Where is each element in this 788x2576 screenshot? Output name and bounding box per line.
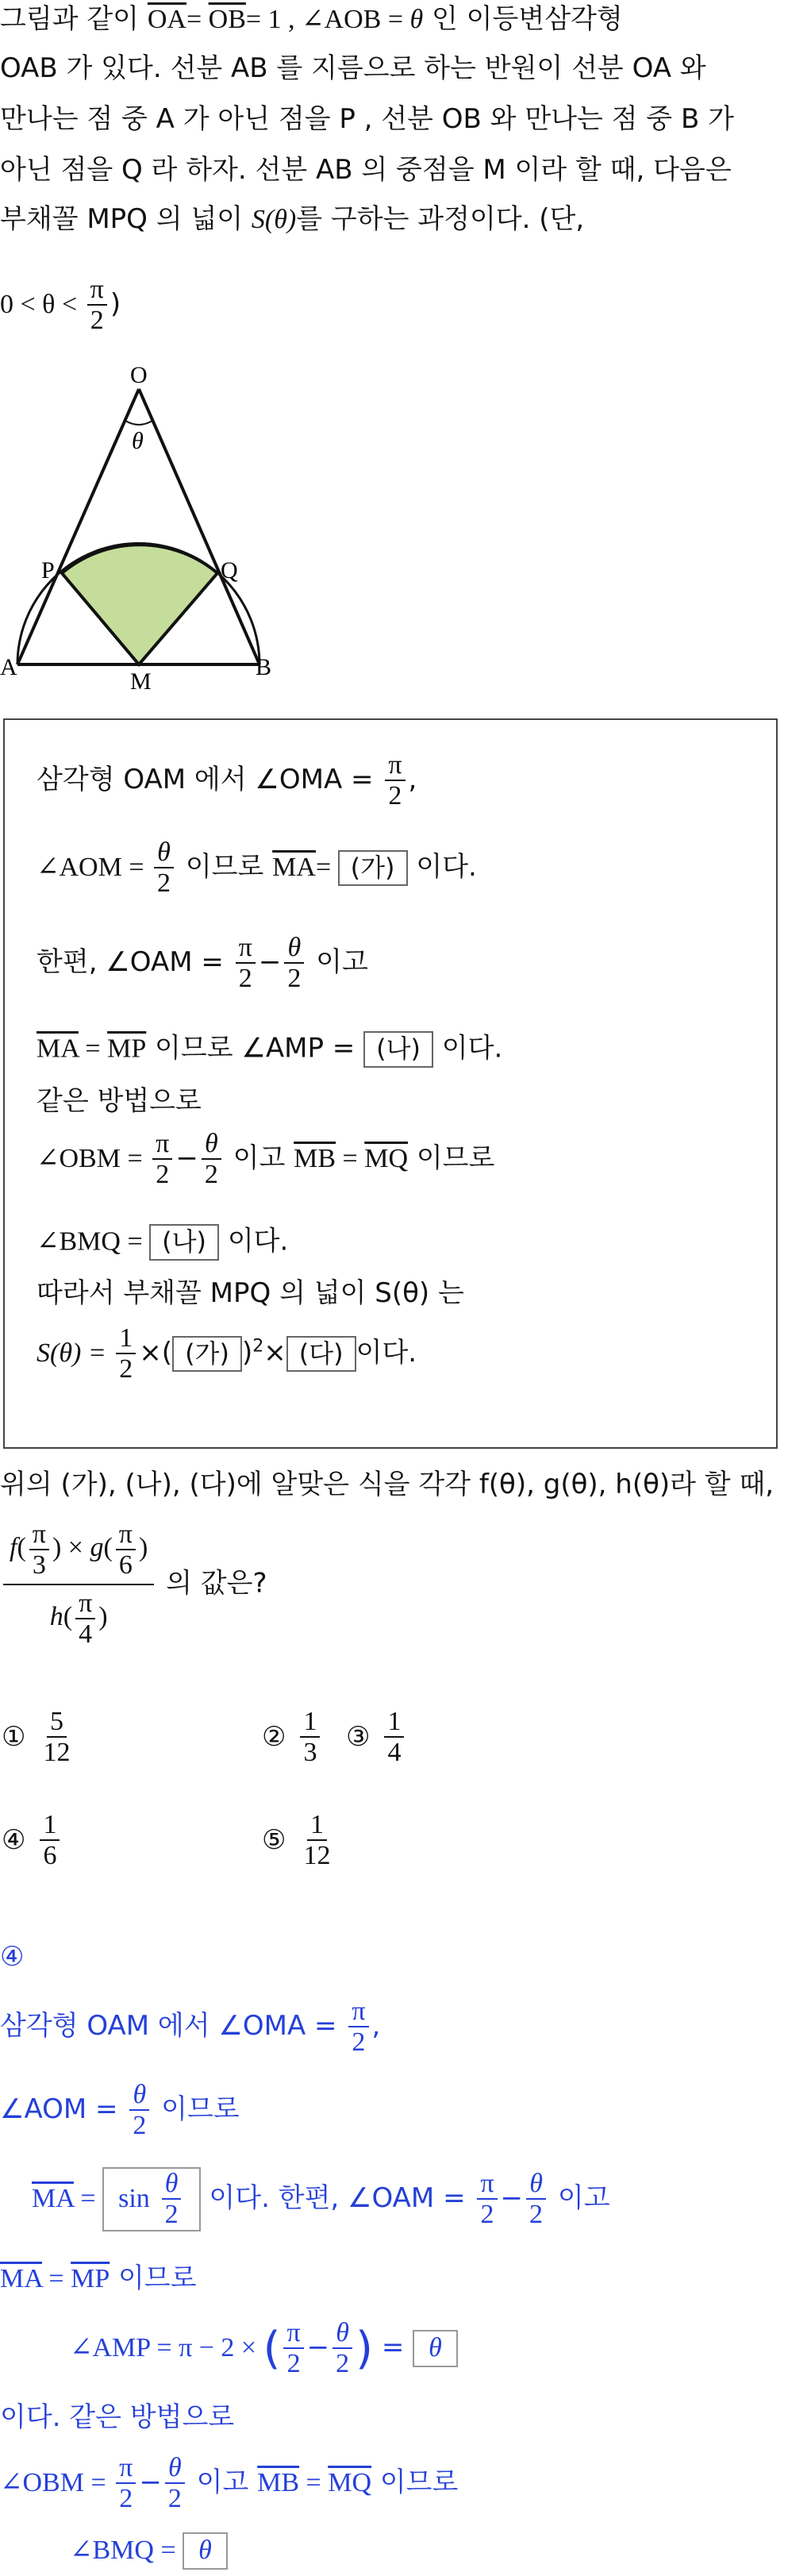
problem-line-2: OAB 가 있다. 선분 AB 를 지름으로 하는 반원이 선분 OA 와 xyxy=(0,52,706,84)
solution-line-2: ∠AOM = $\frac{\theta}{2}$ 이므로 xyxy=(0,2080,240,2141)
answer-box-na-2: θ xyxy=(183,2532,228,2570)
choice-1[interactable]: ① $\frac{5}{12}$ xyxy=(2,1707,71,1768)
label-theta: θ xyxy=(132,428,144,454)
proof-line-4: $\overline{MA} = \overline{MP}$ 이므로 ∠AMP = (나) 이다. xyxy=(37,1031,502,1068)
proof-line-1: 삼각형 OAM 에서 ∠OMA = $\frac{\pi}{2}$ , xyxy=(37,750,417,811)
label-q: Q xyxy=(221,557,238,583)
problem-line-5: 부채꼴 MPQ 의 넓이 S(θ)를 구하는 과정이다. (단, xyxy=(0,203,585,235)
blank-ga-2: (가) xyxy=(172,1336,242,1373)
solution-line-3: $\overline{MA} = \sin$ $\frac{\theta}{2}$ 이다. 한편, ∠OAM = $\frac{\pi}{2}$ − $\frac{\theta}{2}$ 이고 xyxy=(32,2167,610,2231)
proof-line-7: ∠BMQ = (나) 이다. xyxy=(37,1224,288,1261)
choice-5[interactable]: ⑤ $\frac{1}{12}$ xyxy=(262,1810,331,1871)
label-p: P xyxy=(41,557,55,583)
blank-na: (나) xyxy=(363,1031,433,1068)
choice-4[interactable]: ④ $\frac{1}{6}$ xyxy=(2,1810,63,1871)
solution-line-8: ∠BMQ = θ xyxy=(70,2532,228,2570)
proof-line-3: 한편, ∠OAM = $\frac{\pi}{2}$ − $\frac{\theta}{2}$ 이고 xyxy=(37,933,368,994)
problem-condition: 0 < θ < $\frac{\pi}{2}$ ) xyxy=(0,275,121,336)
problem-line-3: 만나는 점 중 A 가 아닌 점을 P , 선분 OB 와 만나는 점 중 B 가 xyxy=(0,103,734,135)
blank-da: (다) xyxy=(286,1336,356,1373)
question-expression: f( $\frac{\pi}{3}$ ) × g( $\frac{\pi}{6}$ ) h( $\frac{\pi}{4}$ ) 의 값은? xyxy=(0,1516,267,1653)
solution-line-4: $\overline{MA} = \overline{MP}$ 이므로 xyxy=(0,2262,197,2294)
question-line-1: 위의 (가), (나), (다)에 알맞은 식을 각각 f(θ), g(θ), h(θ)라 할 때, xyxy=(0,1469,775,1500)
label-m: M xyxy=(130,668,152,695)
proof-line-8: 따라서 부채꼴 MPQ 의 넓이 S(θ) 는 xyxy=(37,1277,464,1309)
proof-line-5: 같은 방법으로 xyxy=(37,1085,202,1117)
problem-line-1: 그림과 같이 $\overline{OA}= \overline{OB}= 1$ , ∠AOB = θ 인 이등변삼각형 xyxy=(0,3,623,35)
problem-line-4: 아닌 점을 Q 라 하자. 선분 AB 의 중점을 M 이라 할 때, 다음은 xyxy=(0,154,732,186)
solution-line-6: 이다. 같은 방법으로 xyxy=(0,2401,235,2433)
blank-ga: (가) xyxy=(338,850,408,887)
proof-line-2: ∠AOM = $\frac{\theta}{2}$ 이므로 $\overline{MA}=$ (가) 이다. xyxy=(37,837,477,899)
solution-answer: ④ xyxy=(0,1941,25,1973)
solution-line-7: ∠OBM = $\frac{\pi}{2}$ − $\frac{\theta}{2}$ 이고 $\overline{MB} = \overline{MQ}$ 이므로 xyxy=(0,2453,459,2514)
choice-2[interactable]: ② $\frac{1}{3}$ xyxy=(262,1707,323,1768)
label-a: A xyxy=(0,654,17,680)
sector-mpq xyxy=(62,545,217,664)
proof-box xyxy=(3,718,778,1449)
proof-line-6: ∠OBM = $\frac{\pi}{2}$ − $\frac{\theta}{2}$ 이고 $\overline{MB} = \overline{MQ}$ 이므로 xyxy=(37,1129,495,1190)
angle-arc xyxy=(125,421,152,425)
triangle-figure xyxy=(0,357,286,699)
blank-na-2: (나) xyxy=(149,1224,219,1261)
solution-line-5: ∠AMP = π − 2 × ( $\frac{\pi}{2}$ − $\frac{\theta}{2}$ ) = θ xyxy=(70,2318,458,2379)
choice-3[interactable]: ③ $\frac{1}{4}$ xyxy=(346,1707,407,1768)
label-b: B xyxy=(256,654,272,680)
answer-box-ga: sin $\frac{\theta}{2}$ xyxy=(102,2167,201,2231)
answer-box-na: θ xyxy=(413,2330,458,2367)
label-o: O xyxy=(130,362,148,388)
proof-line-9: S(θ) = $\frac{1}{2}$ ×( (가) )$^2$× (다) 이다. xyxy=(37,1323,417,1384)
solution-line-1: 삼각형 OAM 에서 ∠OMA = $\frac{\pi}{2}$ , xyxy=(0,1996,381,2058)
